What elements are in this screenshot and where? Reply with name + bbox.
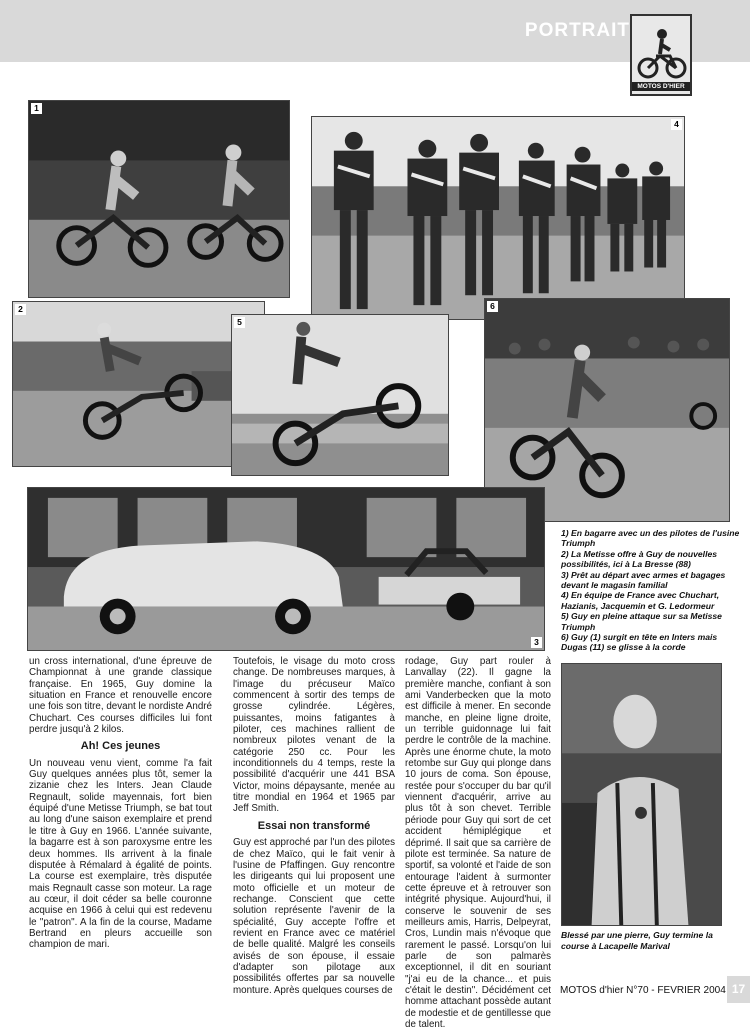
photo-1 <box>28 100 290 298</box>
photo-number: 2 <box>15 304 26 315</box>
paragraph: rodage, Guy part rouler à Lanvallay (22). Il gagne la première manche, confiant à son ami Vanderbecken que la moto est difficile à mener. En seconde manche, en pleine ligne droite, un terrible guidonnage lui fait perdre le contrôle de la machine. Après une énorme chute, la moto retombe sur Guy qui plonge dans 10 jours de coma. Son épouse, restée pour s'occuper du bar qu'il viennent d'acquérir, arrive au plus tôt à son chevet. Terrible période pour Guy qui sort de cet accident hémiplégique et déprimé. Il sait que sa carrière de pilote est terminée. Sa nature de sportif, sa volonté et l'aide de son entourage l'aident à surmonter cette épreuve et à retrouver son intégrité physique. Aujourd'hui, il conserve le souvenir de ses meilleurs amis, Harris, Delpeyrat, Cros, Lundin mais n'évoque que rarement le passé. Lorsqu'on lui parle de son palmarès exceptionnel, il dit en souriant "j'ai eu de la chance... et puis c'était le destin". Décidément cet homme attachant possède autant de modestie et de gentillesse que de talent. <box>405 656 551 1030</box>
photo-3 <box>27 487 545 651</box>
caption-item: 1) En bagarre avec un des pilotes de l'usine Triumph <box>561 528 740 549</box>
page-number: 17 <box>727 976 750 1003</box>
article-column-3 <box>405 656 551 1030</box>
section-title: PORTRAIT <box>524 20 630 41</box>
photo-4 <box>311 116 685 320</box>
paragraph: Un nouveau venu vient, comme l'a fait Guy quelques années plus tôt, semer la zizanie chez les Inters. Jean Claude Regnault, solide mayennais, fort bien équipé d'une Metisse Triumph, se bat tout au long d'une saison exemplaire et prend le titre à Guy en 1966. L'année suivante, la bagarre est à son paroxysme entre les deux hommes. Ils arrivent à la finale disputée à Rémalard à égalité de points. La course est exemplaire, très disputée mais Regnault casse son moteur. La rage au cœur, il doit céder sa belle couronne acquise en 1966 à celui qui est redevenu le "patron". A la fin de la course, Madame Bertrand en pleurs accueille son champion de mari. <box>29 757 212 951</box>
photo-number: 5 <box>234 317 245 328</box>
photo-number: 1 <box>31 103 42 114</box>
portrait-photo <box>561 663 722 926</box>
photo-captions <box>561 528 743 653</box>
article-column-2 <box>233 656 395 996</box>
paragraph: Guy est approché par l'un des pilotes de chez Maïco, qui le fait venir à l'usine de Pfaffingen. Guy rencontre les dirigeants qui lui proposent une moto officielle et un moteur de rechange. Conscient que cette solution représente l'avenir de la spécialité, Guy accepte l'offre et revient en France avec ce matériel de belle qualité. Malgré les conseils avisés de son épouse, il essaie d'adapter son pilotage aux possibilités offertes par sa nouvelle monture. Après quelques courses de <box>233 837 395 996</box>
caption-item: 4) En équipe de France avec Chuchart, Hazianis, Jacquemin et G. Ledormeur <box>561 590 720 611</box>
photo-5 <box>231 314 449 476</box>
footer-issue: MOTOS d'hier N°70 - FEVRIER 2004 <box>560 985 726 996</box>
caption-item: 6) Guy (1) surgit en tête en Inters mais Dugas (11) se glisse à la corde <box>561 632 718 653</box>
section-heading: Essai non transformé <box>257 819 371 832</box>
caption-item: 3) Prêt au départ avec armes et bagages devant le magasin familial <box>561 569 726 591</box>
photo-number: 4 <box>671 119 682 130</box>
photo-2 <box>12 301 265 467</box>
photo-number: 3 <box>531 637 542 648</box>
caption-item: 2) La Metisse offre à Guy de nouvelles possibilités, ici à La Bresse (88) <box>561 548 718 570</box>
paragraph: un cross international, d'une épreuve de Championnat à une grande classique française. En 1965, Guy domine la situation en France et renouvelle encore une fois son titre, devant le nordiste André Chuchart. Ces courses difficiles lui font perdre jusqu'à 2 kilos. <box>29 656 212 736</box>
logo-caption: MOTOS D'HIER <box>632 82 690 91</box>
caption-item: 5) Guy en pleine attaque sur sa Metisse Triumph <box>561 611 722 632</box>
paragraph: Toutefois, le visage du moto cross change. De nombreuses marques, à l'image du précuseur Maïco commencent à sortir des temps de grosse cylindrée. Légères, puissantes, moins fatigantes à piloter, ces machines rallient de nombreux pilotes venant de la catégorie 250 cc. Pour les inconditionnels du 4 temps, reste la possibilité d'acquérir une 441 BSA Victor, moins dépaysante, menée au titre mondial en 1964 et 1965 par Jeff Smith. <box>233 656 395 815</box>
photo-number: 6 <box>487 301 498 312</box>
article-column-1 <box>29 656 212 951</box>
section-heading: Ah! Ces jeunes <box>80 740 161 753</box>
portrait-caption: Blessé par une pierre, Guy termine la course à Lacapelle Marival <box>561 930 713 951</box>
magazine-logo <box>630 14 692 96</box>
